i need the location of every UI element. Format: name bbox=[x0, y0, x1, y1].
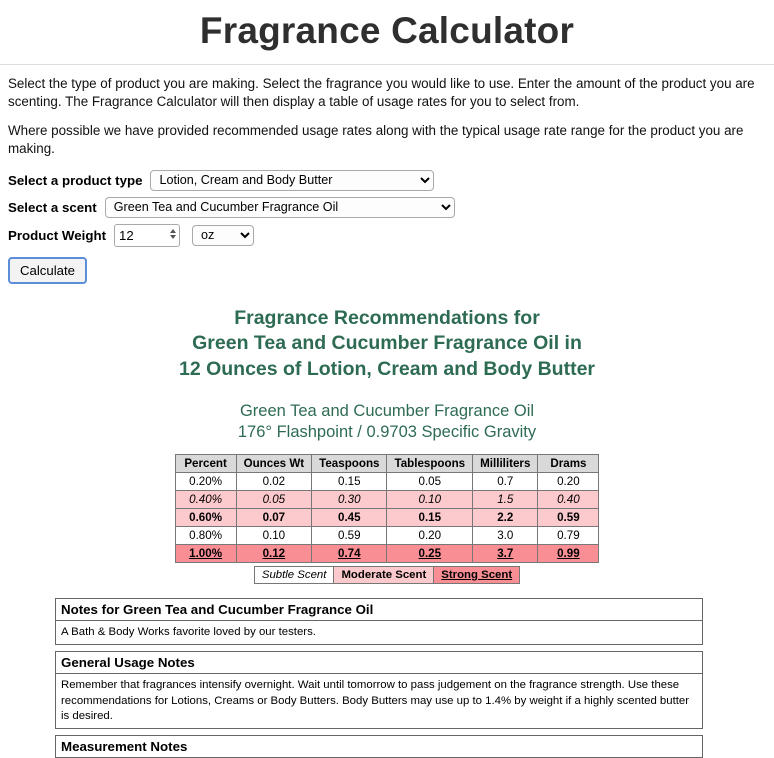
note-box-general-usage bbox=[55, 651, 703, 729]
weight-input-wrap bbox=[114, 224, 186, 247]
notes-section bbox=[55, 598, 703, 758]
cell-percent: 0.40% bbox=[175, 490, 236, 508]
cell-percent: 0.80% bbox=[175, 526, 236, 544]
scent-select[interactable] bbox=[105, 197, 455, 218]
product-weight-input[interactable] bbox=[114, 224, 180, 247]
scent-row bbox=[8, 197, 766, 218]
results-heading-line-3: 12 Ounces of Lotion, Cream and Body Butter bbox=[178, 358, 596, 381]
calculate-button[interactable]: Calculate bbox=[8, 257, 87, 284]
cell-tablespoons: 0.20 bbox=[387, 526, 473, 544]
cell-milliliters: 2.2 bbox=[473, 508, 538, 526]
page-title: Fragrance Calculator bbox=[199, 10, 575, 51]
table-row[interactable] bbox=[175, 508, 599, 526]
results-heading bbox=[0, 306, 774, 383]
column-header: Teaspoons bbox=[312, 454, 387, 472]
note-body: A Bath & Body Works favorite loved by our testers. bbox=[61, 625, 316, 638]
scent-label: Select a scent bbox=[8, 199, 97, 215]
legend-wrap bbox=[0, 566, 774, 584]
column-header: Tablespoons bbox=[387, 454, 473, 472]
product-type-row bbox=[8, 170, 766, 191]
legend-strong: Strong Scent bbox=[434, 566, 520, 583]
fragrance-name: Green Tea and Cucumber Fragrance Oil bbox=[239, 401, 535, 420]
scent-strength-legend bbox=[254, 566, 520, 584]
calculator-form bbox=[0, 170, 774, 284]
cell-ounces: 0.05 bbox=[236, 490, 312, 508]
fragrance-details bbox=[0, 401, 774, 444]
column-header: Percent bbox=[175, 454, 236, 472]
cell-teaspoons: 0.15 bbox=[312, 472, 387, 490]
cell-milliliters: 0.7 bbox=[473, 472, 538, 490]
cell-teaspoons: 0.30 bbox=[312, 490, 387, 508]
intro-text bbox=[0, 75, 774, 158]
note-box-fragrance bbox=[55, 598, 703, 645]
cell-drams: 0.40 bbox=[538, 490, 599, 508]
cell-ounces: 0.10 bbox=[236, 526, 312, 544]
rates-table-wrap bbox=[0, 454, 774, 563]
cell-drams: 0.99 bbox=[538, 544, 599, 562]
weight-unit-select[interactable] bbox=[192, 225, 254, 246]
cell-ounces: 0.12 bbox=[236, 544, 312, 562]
cell-teaspoons: 0.59 bbox=[312, 526, 387, 544]
cell-ounces: 0.02 bbox=[236, 472, 312, 490]
table-row[interactable] bbox=[175, 490, 599, 508]
cell-teaspoons: 0.45 bbox=[312, 508, 387, 526]
fragrance-specs: 176° Flashpoint / 0.9703 Specific Gravity bbox=[237, 423, 537, 442]
cell-tablespoons: 0.05 bbox=[387, 472, 473, 490]
cell-milliliters: 1.5 bbox=[473, 490, 538, 508]
note-title: Notes for Green Tea and Cucumber Fragrance Oil bbox=[56, 599, 702, 621]
product-weight-label: Product Weight bbox=[8, 227, 106, 243]
note-body: Remember that fragrances intensify overnight. Wait until tomorrow to pass judgement on the fragrance strength. Use these recommendations for Lotions, Creams or Body Butters. Body Butters may use up to 1.4% by weight if a highly scented butter is desired. bbox=[61, 679, 690, 722]
table-row[interactable] bbox=[175, 472, 599, 490]
product-type-select[interactable] bbox=[150, 170, 434, 191]
title-divider bbox=[0, 64, 774, 65]
cell-drams: 0.20 bbox=[538, 472, 599, 490]
intro-paragraph-2: Where possible we have provided recommended usage rates along with the typical usage rate range for the product you are making. bbox=[8, 123, 744, 157]
note-title: General Usage Notes bbox=[56, 652, 702, 674]
table-header-row bbox=[175, 454, 599, 472]
results-heading-line-2: Green Tea and Cucumber Fragrance Oil in bbox=[192, 332, 582, 355]
cell-tablespoons: 0.15 bbox=[387, 508, 473, 526]
cell-drams: 0.59 bbox=[538, 508, 599, 526]
usage-rates-table bbox=[175, 454, 600, 563]
table-row[interactable] bbox=[175, 544, 599, 562]
results-heading-line-1: Fragrance Recommendations for bbox=[234, 306, 540, 329]
legend-row bbox=[254, 566, 519, 583]
cell-ounces: 0.07 bbox=[236, 508, 312, 526]
cell-percent: 0.20% bbox=[175, 472, 236, 490]
cell-milliliters: 3.7 bbox=[473, 544, 538, 562]
cell-tablespoons: 0.25 bbox=[387, 544, 473, 562]
note-box-measurement bbox=[55, 735, 703, 758]
intro-paragraph-1: Select the type of product you are making. Select the fragrance you would like to use. Enter the amount of the product you are scenting. The Fragrance Calculator will then display a table of usage rates for you to select from. bbox=[8, 76, 755, 109]
cell-teaspoons: 0.74 bbox=[312, 544, 387, 562]
calculate-row bbox=[8, 253, 766, 284]
column-header: Drams bbox=[538, 454, 599, 472]
cell-percent: 1.00% bbox=[175, 544, 236, 562]
column-header: Milliliters bbox=[473, 454, 538, 472]
cell-milliliters: 3.0 bbox=[473, 526, 538, 544]
legend-moderate: Moderate Scent bbox=[334, 566, 434, 583]
note-title: Measurement Notes bbox=[61, 739, 188, 755]
cell-drams: 0.79 bbox=[538, 526, 599, 544]
cell-tablespoons: 0.10 bbox=[387, 490, 473, 508]
cell-percent: 0.60% bbox=[175, 508, 236, 526]
table-row[interactable] bbox=[175, 526, 599, 544]
column-header: Ounces Wt bbox=[236, 454, 312, 472]
product-type-label: Select a product type bbox=[8, 172, 143, 188]
product-weight-row bbox=[8, 224, 766, 247]
legend-subtle: Subtle Scent bbox=[254, 566, 334, 583]
